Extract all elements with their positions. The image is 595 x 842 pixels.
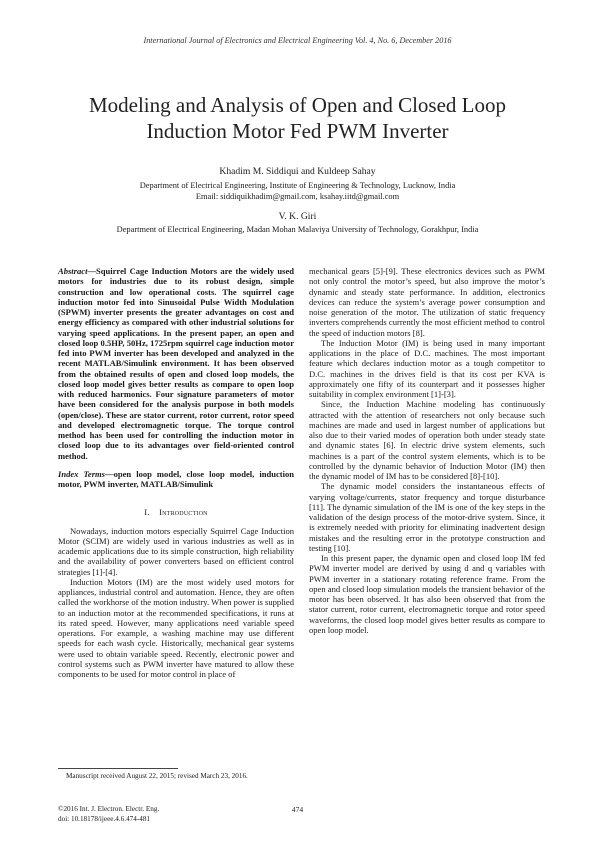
author-email: Email: siddiquikhadim@gmail.com, ksahay.iitd@gmail.com [195, 192, 400, 201]
abstract-label: Abstract [58, 266, 88, 276]
index-terms-label: Index Terms [58, 468, 106, 479]
copyright-text: ©2016 Int. J. Electron. Electr. Eng. [58, 805, 160, 813]
section-number: I. [144, 507, 150, 518]
paper-title [30, 92, 565, 144]
author-names-1: Khadim M. Siddiqui and Kuldeep Sahay [219, 166, 376, 177]
body-paragraph: The Induction Motor (IM) is being used in many important applications in the place of D.C. machines. The most important feature which declares induction motor as a tough competitor to D.C. machines in the drives field is that its cost per KVA is approximately one fifty of its counterpart and it possesses higher suitability in complex environment [1]-[3]. [309, 337, 545, 399]
body-paragraph: In this present paper, the dynamic open and closed loop IM fed PWM inverter model are derived by using d and q variables with PWM inverter in a stationary rotating reference frame. From the open and closed loop simulation models the transient behavior of the motor has been observed. It has also been observed that from the stator current, rotor current, electromagnetic torque and rotor speed waveforms, the closed loop model gives better results as compare to open loop model. [309, 553, 545, 635]
section-title: Introduction [159, 507, 208, 518]
doi-text: doi: 10.18178/ijeee.4.6.474-481 [58, 814, 151, 823]
manuscript-footnote: Manuscript received August 22, 2015; revised March 23, 2016. [66, 772, 248, 780]
body-paragraph: Induction Motors (IM) are the most widely used motors for appliances, industrial control and automation. Hence, they are often called the workhorse of the motion industry. When power is supplied to an induction motor at the recommended specifications, it runs at its rated speed. However, many applications need variable speed operations. For example, a washing machine may use different speeds for each wash cycle. Historically, mechanical gear systems were used to obtain variable speed. Recently, electronic power and control systems such as PWM inverter have matured to allow these components to be used for motor control in place of [58, 576, 294, 679]
body-paragraph: Since, the Induction Machine modeling has continuously attracted with the attention of researchers not only because such machines are made and used in largest number of applications but also due to their varied modes of operation both under steady state and dynamic states [6]. In electric drive system elements, such machines is a part of the control system elements, which is to be controlled by the dynamic behavior of Induction Motor (IM) then the dynamic model of IM has to be considered [8]-[10]. [309, 399, 545, 481]
body-paragraph: mechanical gears [5]-[9]. These electronics devices such as PWM not only control the motor’s speed, but also improve the motor’s dynamic and steady state performance. In addition, electronics devices can reduce the system’s average power consumption and noise generation of the motor. The utilization of static frequency inverters comprehends currently the most efficient method to control the speed of induction motors [8]. [309, 266, 545, 338]
title-line-2: Induction Motor Fed PWM Inverter [146, 119, 449, 143]
journal-header: International Journal of Electronics and Electrical Engineering Vol. 4, No. 6, December 2016 [143, 36, 452, 45]
abstract-text: —Squirrel Cage Induction Motors are the widely used motors for industries due to its robust design, simple construction and low operational costs. The squirrel cage induction motor fed into Sinusoidal Pulse Width Modulation (SPWM) inverter presents the greater advantages on cost and energy efficiency as compared with other industrial solutions for varying speed applications. In the present paper, an open and closed loop 0.5HP, 50Hz, 1725rpm squirrel cage induction motor fed into PWM inverter has been developed and analyzed in the recent MATLAB/Simulink environment. It has been observed from the obtained results of open and closed loop models, the closed loop model gives better results as compare to open loop with reduced harmonics. Four signature parameters of motor have been considered for the analysis purpose in both models (open/close). These are stator current, rotor current, rotor speed and developed electromagnetic torque. The torque control method has been used for controlling the induction motor in closed loop due to its advantages over field-oriented control method. [58, 266, 294, 461]
affiliation-1: Department of Electrical Engineering, Institute of Engineering & Technology, Lucknow, India [139, 181, 456, 190]
body-paragraph: The dynamic model considers the instantaneous effects of varying voltage/currents, stator frequency and torque disturbance [11]. The dynamic simulation of the IM is one of the key steps in the validation of the design process of the motor-drive system. Since, it is extremely needed with priority for eliminating inadvertent design mistakes and the resulting error in the prototype construction and testing [10]. [309, 481, 545, 553]
affiliation-2: Department of Electrical Engineering, Madan Mohan Malaviya University of Technology, Gorakhpur, India [116, 225, 479, 234]
footnote-divider [58, 768, 178, 769]
author-names-2: V. K. Giri [278, 211, 317, 222]
title-line-1: Modeling and Analysis of Open and Closed Loop [88, 93, 507, 117]
left-column [58, 266, 294, 679]
index-terms-text: —open loop model, close loop model, induction motor, PWM inverter, MATLAB/Simulink [58, 468, 294, 489]
body-paragraph: Nowadays, induction motors especially Squirrel Cage Induction Motor (SCIM) are widely used in various industries as well as in academic applications due to its simple construction, high reliability and the availability of power converters based on efficient control strategies [1]-[4]. [58, 525, 294, 577]
index-terms [58, 469, 294, 490]
section-heading-introduction [58, 507, 294, 517]
abstract [58, 266, 294, 461]
page-number: 474 [291, 805, 304, 814]
right-column [309, 266, 545, 635]
